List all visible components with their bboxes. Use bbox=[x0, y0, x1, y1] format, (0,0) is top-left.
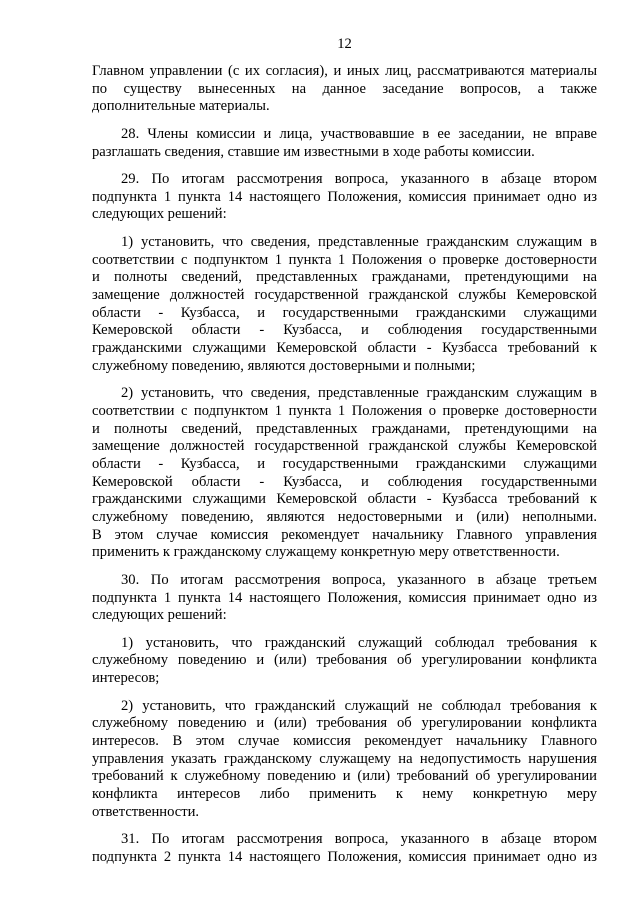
text-line: по существу вынесенных на данное заседание вопросов, а также bbox=[92, 80, 597, 97]
text-line: 31. По итогам рассмотрения вопроса, указанного в абзаце втором bbox=[121, 831, 597, 848]
text-line: 1) установить, что гражданский служащий соблюдал требования к bbox=[121, 634, 597, 651]
text-line: гражданскими служащими Кемеровской области - Кузбасса требований к bbox=[92, 340, 597, 357]
text-line: подпункта 1 пункта 14 настоящего Положения, комиссия принимает одно из bbox=[92, 188, 597, 205]
paragraph-continuation bbox=[92, 63, 597, 116]
text-line: конфликта интересов либо применить к нему конкретную меру bbox=[92, 786, 597, 803]
paragraph-28 bbox=[92, 126, 597, 161]
text-line: соответствии с подпунктом 1 пункта 1 Положения о проверке достоверности bbox=[92, 402, 597, 419]
text-line: Главном управлении (с их согласия), и иных лиц, рассматриваются материалы bbox=[92, 63, 597, 79]
paragraph-29-item-2 bbox=[92, 385, 597, 562]
text-line: В этом случае комиссия рекомендует начальнику Главного управления bbox=[92, 526, 597, 543]
text-line: замещение должностей государственной гражданской службы Кемеровской bbox=[92, 286, 597, 303]
text-line: 2) установить, что гражданский служащий не соблюдал требования к bbox=[121, 697, 597, 714]
text-line: области - Кузбасса, и государственными гражданскими служащими bbox=[92, 304, 597, 321]
paragraph-30-item-2 bbox=[92, 698, 597, 822]
text-line: служебному поведению, являются недостоверными и (или) неполными. bbox=[92, 509, 597, 525]
text-line: следующих решений: bbox=[92, 206, 227, 223]
paragraph-30 bbox=[92, 572, 597, 625]
paragraph-31 bbox=[92, 831, 597, 866]
text-line: гражданскими служащими Кемеровской области - Кузбасса требований к bbox=[92, 491, 597, 508]
paragraph-29-item-1 bbox=[92, 234, 597, 376]
text-line: замещение должностей государственной гражданской службы Кемеровской bbox=[92, 438, 597, 455]
text-line: служебному поведению и (или) требования об урегулировании конфликта bbox=[92, 652, 597, 669]
text-line: служебному поведению и (или) требования об урегулировании конфликта bbox=[92, 715, 597, 732]
text-line: области - Кузбасса, и государственными гражданскими служащими bbox=[92, 455, 597, 472]
text-line: 28. Члены комиссии и лица, участвовавшие в ее заседании, не вправе bbox=[121, 125, 597, 142]
text-line: и полноты сведений, представленных гражданами, претендующими на bbox=[92, 269, 597, 286]
text-line: разглашать сведения, ставшие им известными в ходе работы комиссии. bbox=[92, 143, 535, 160]
text-line: управления указать гражданскому служащему на недопустимость нарушения bbox=[92, 750, 597, 767]
text-line: дополнительные материалы. bbox=[92, 98, 270, 115]
text-line: Кемеровской области - Кузбасса, и соблюдения государственными bbox=[92, 473, 597, 490]
text-line: 2) установить, что сведения, представленные гражданским служащим в bbox=[121, 385, 597, 402]
text-line: интересов; bbox=[92, 670, 160, 687]
text-line: 1) установить, что сведения, представленные гражданским служащим в bbox=[121, 233, 597, 250]
paragraph-29 bbox=[92, 171, 597, 224]
text-line: соответствии с подпунктом 1 пункта 1 Положения о проверке достоверности bbox=[92, 251, 597, 268]
text-line: требований к служебному поведению и (или) требований об урегулировании bbox=[92, 768, 597, 785]
text-line: подпункта 2 пункта 14 настоящего Положения, комиссия принимает одно из bbox=[92, 848, 597, 865]
text-line: 30. По итогам рассмотрения вопроса, указанного в абзаце третьем bbox=[121, 571, 597, 588]
text-line: интересов. В этом случае комиссия рекомендует начальнику Главного bbox=[92, 732, 597, 749]
text-line: применить к гражданскому служащему конкретную меру ответственности. bbox=[92, 544, 560, 561]
text-line: и полноты сведений, представленных гражданами, претендующими на bbox=[92, 420, 597, 437]
text-line: 29. По итогам рассмотрения вопроса, указанного в абзаце втором bbox=[121, 171, 597, 188]
text-line: следующих решений: bbox=[92, 607, 227, 624]
text-line: служебному поведению, являются достоверными и полными; bbox=[92, 357, 476, 374]
document-body bbox=[92, 63, 597, 867]
text-line: подпункта 1 пункта 14 настоящего Положения, комиссия принимает одно из bbox=[92, 589, 597, 606]
paragraph-30-item-1 bbox=[92, 635, 597, 688]
page-number: 12 bbox=[337, 36, 352, 52]
text-line: Кемеровской области - Кузбасса, и соблюдения государственными bbox=[92, 322, 597, 339]
text-line: ответственности. bbox=[92, 803, 200, 820]
